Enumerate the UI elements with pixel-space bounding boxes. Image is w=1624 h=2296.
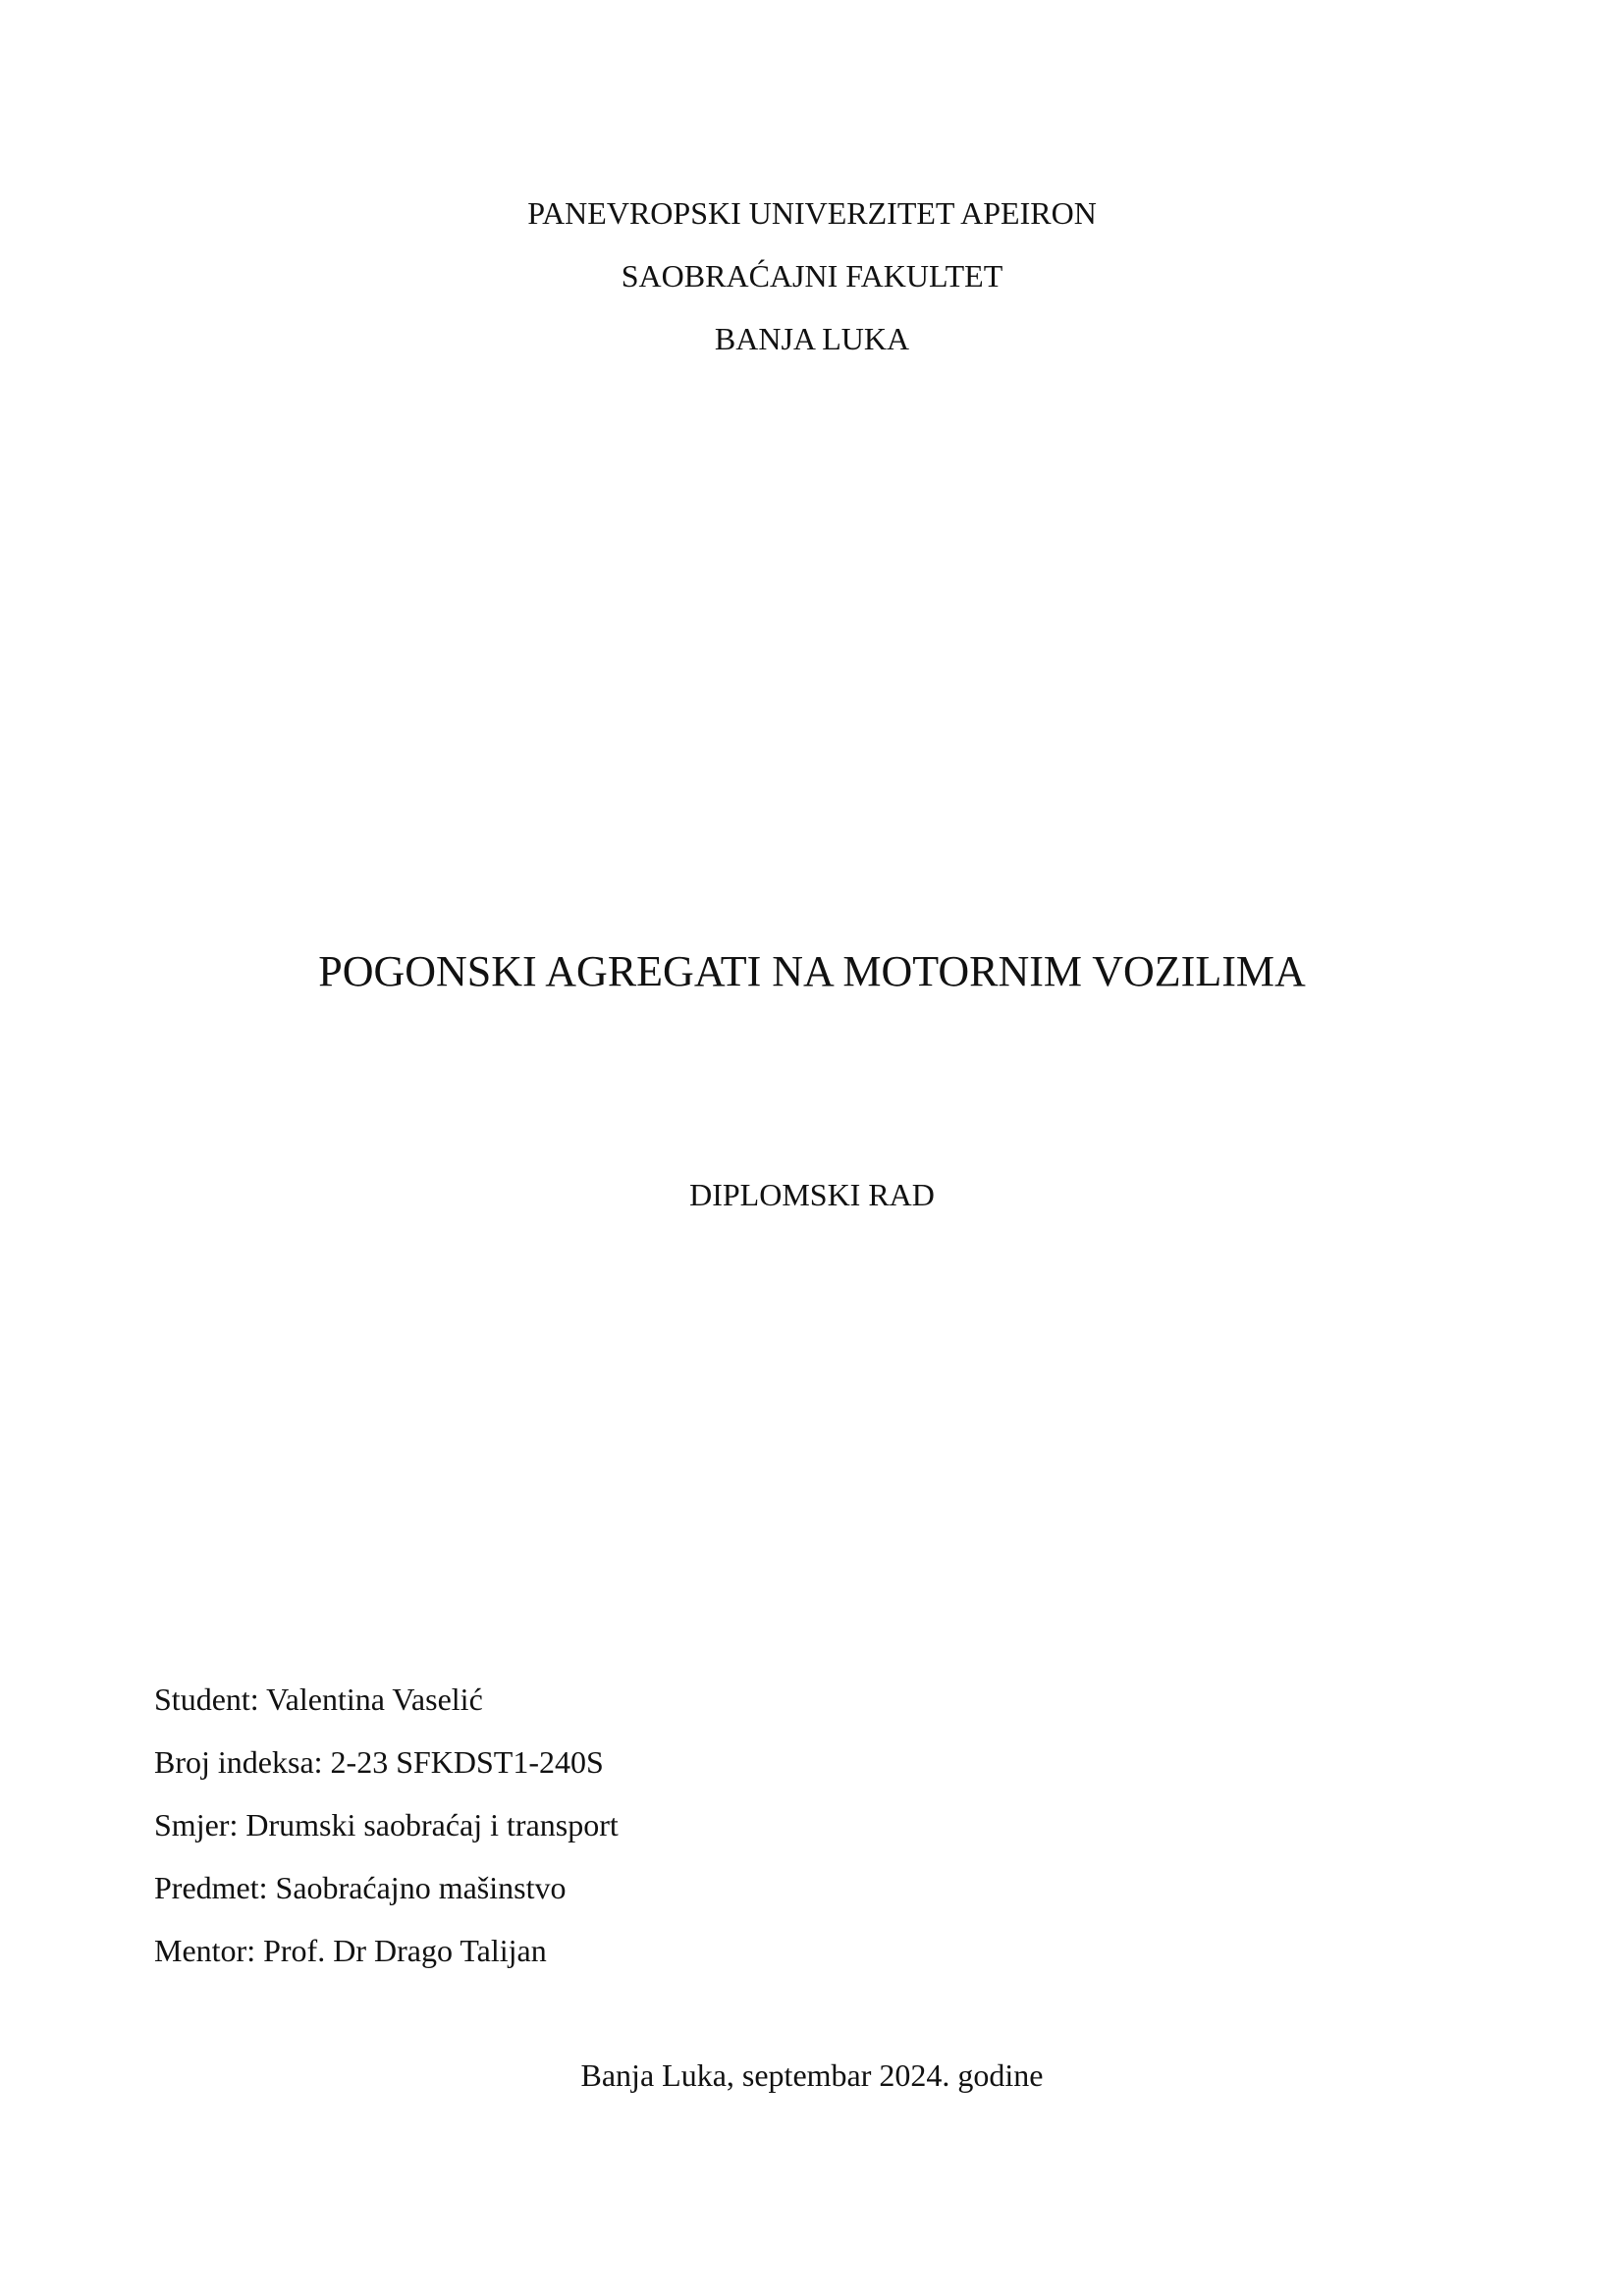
faculty-name: SAOBRAĆAJNI FAKULTET [621,258,1003,294]
index-number: Broj indeksa: 2-23 SFKDST1-240S [154,1744,604,1780]
mentor-name: Mentor: Prof. Dr Drago Talijan [154,1933,547,1968]
student-info-block [154,1680,1332,1994]
university-name: PANEVROPSKI UNIVERZITET APEIRON [527,195,1097,231]
subject-name: Predmet: Saobraćajno mašinstvo [154,1870,567,1905]
thesis-type: DIPLOMSKI RAD [689,1177,935,1212]
thesis-title: POGONSKI AGREGATI NA MOTORNIM VOZILIMA [318,947,1306,995]
place-and-date: Banja Luka, septembar 2024. godine [580,2057,1044,2093]
city-name: BANJA LUKA [714,321,910,356]
study-major: Smjer: Drumski saobraćaj i transport [154,1807,619,1842]
student-name: Student: Valentina Vaselić [154,1682,483,1717]
